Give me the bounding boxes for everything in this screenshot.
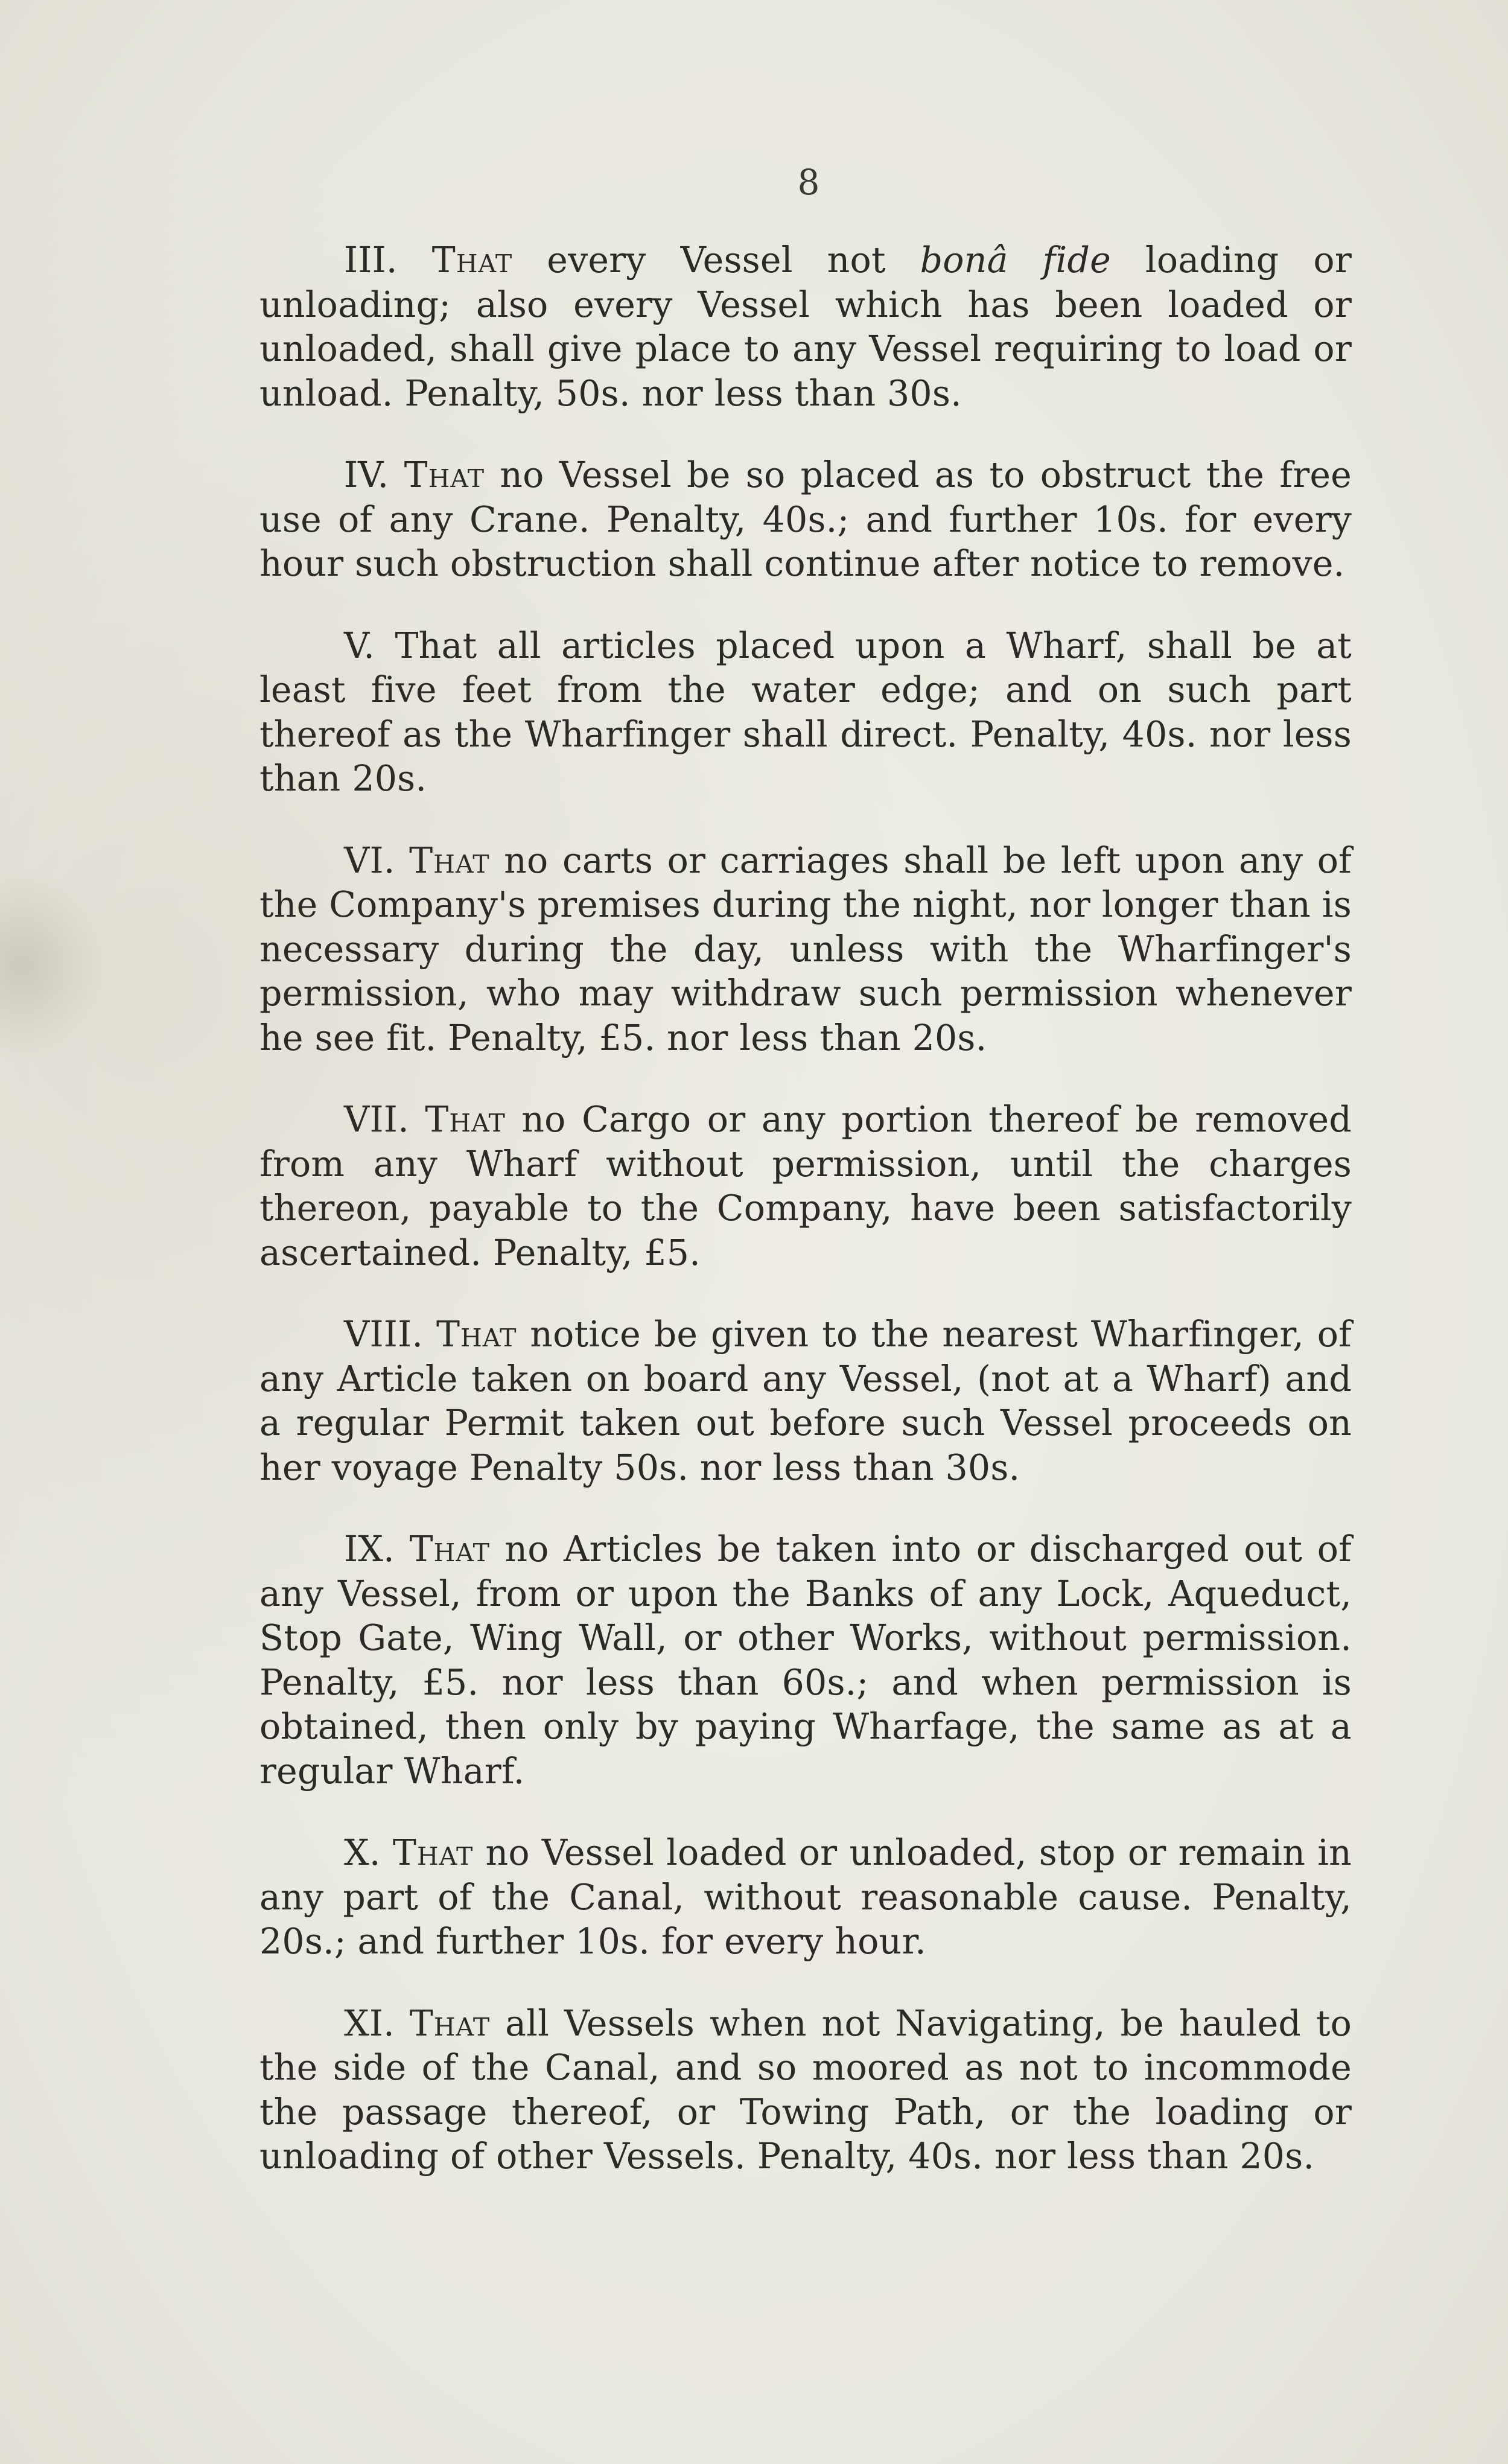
paragraph-lead: That xyxy=(436,1314,517,1355)
page-number: 8 xyxy=(797,162,820,203)
paragraph-numeral: IX. xyxy=(344,1529,395,1570)
paragraph-lead: That xyxy=(404,454,485,495)
paragraph-text: notice be given to the nearest Wharfinger, of any Article taken on board any Vessel, (not at a Wharf) and a regular Permit taken out before such Vessel proceeds on her voyage Penalty 50s. nor less than 30s. xyxy=(259,1314,1352,1488)
regulations-text xyxy=(259,238,1352,2217)
paragraph-text: no Cargo or any portion thereof be removed from any Wharf without permission, until the charges thereon, payable to the Company, have been satisfactorily ascertained. Penalty, £5. xyxy=(259,1099,1352,1273)
paragraph-lead: That xyxy=(392,1832,474,1873)
paragraph-numeral: IV. xyxy=(344,454,389,495)
paragraph-x xyxy=(259,1831,1352,1964)
paragraph-text: every Vessel not xyxy=(512,240,920,281)
paragraph-lead: That xyxy=(409,1529,490,1570)
paragraph-text: loading or unloading; also every Vessel which has been loaded or unloaded, shall give place to any Vessel requiring to load or unload. Penalty, 50s. nor less than 30s. xyxy=(259,240,1352,414)
paragraph-text: That all articles placed upon a Wharf, shall be at least five feet from the water edge; and on such part thereof as the Wharfinger shall direct. Penalty, 40s. nor less than 20s. xyxy=(259,625,1352,799)
paragraph-numeral: XI. xyxy=(344,2002,395,2044)
paragraph-numeral: VII. xyxy=(344,1099,409,1140)
paragraph-ix xyxy=(259,1527,1352,1794)
paragraph-lead: That xyxy=(431,240,513,281)
paragraph-iii xyxy=(259,238,1352,416)
paragraph-text: all Vessels when not Navigating, be hauled to the side of the Canal, and so moored as not to incommode the passage thereof, or Towing Path, or the loading or unloading of other Vessels. Penalty, 40s. nor less than 20s. xyxy=(259,2002,1352,2177)
paragraph-text: no Vessel loaded or unloaded, stop or remain in any part of the Canal, without reasonable cause. Penalty, 20s.; and further 10s. for every hour. xyxy=(259,1832,1352,1962)
paragraph-numeral: VI. xyxy=(344,839,395,881)
paper-stain xyxy=(0,869,109,1062)
paragraph-text: no Vessel be so placed as to obstruct the free use of any Crane. Penalty, 40s.; and further 10s. for every hour such obstruction shall continue after notice to remove. xyxy=(259,454,1352,584)
paragraph-numeral: VIII. xyxy=(344,1314,424,1355)
paragraph-lead: That xyxy=(425,1099,506,1140)
paragraph-xi xyxy=(259,2002,1352,2179)
paragraph-v xyxy=(259,624,1352,801)
paragraph-iv xyxy=(259,453,1352,587)
paragraph-text: no Articles be taken into or discharged out of any Vessel, from or upon the Banks of any Lock, Aqueduct, Stop Gate, Wing Wall, or other Works, without permission. Penalty, £5. nor less than 60s.; and when permission is obtained, then only by paying Wharfage, the same as at a regular Wharf. xyxy=(259,1529,1352,1792)
paragraph-numeral: X. xyxy=(344,1832,381,1873)
paragraph-lead: That xyxy=(409,2002,491,2044)
paragraph-numeral: V. xyxy=(344,625,375,666)
paragraph-lead: That xyxy=(409,839,490,881)
paragraph-italic-text: bonâ fide xyxy=(920,240,1111,281)
paragraph-text: no carts or carriages shall be left upon any of the Company's premises during the night, nor longer than is necessary during the day, unless with the Wharfinger's permission, who may withdraw such permission whenever he see fit. Penalty, £5. nor less than 20s. xyxy=(259,839,1352,1059)
paragraph-numeral: III. xyxy=(344,240,398,281)
paragraph-vi xyxy=(259,839,1352,1061)
paragraph-viii xyxy=(259,1313,1352,1490)
paragraph-vii xyxy=(259,1098,1352,1275)
